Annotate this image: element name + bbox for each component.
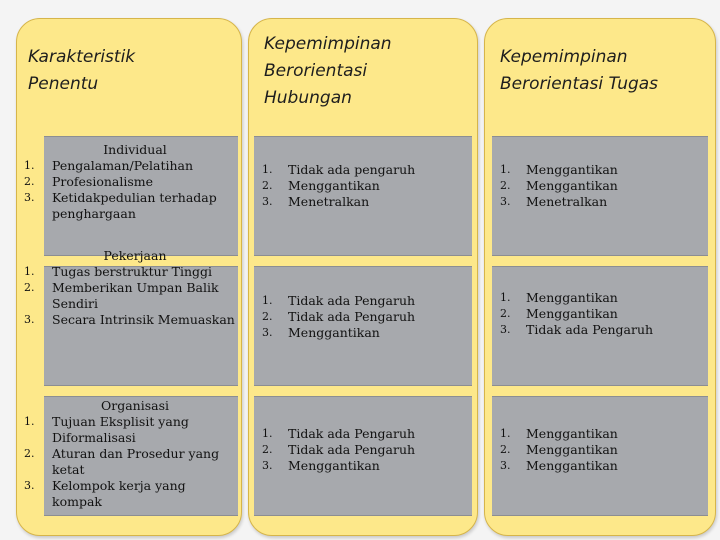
item-text: Tidak ada Pengaruh	[288, 293, 416, 308]
characteristic-title: Individual	[103, 142, 167, 157]
list-item	[24, 414, 236, 446]
list-item	[258, 293, 468, 309]
list-item	[258, 325, 468, 341]
item-text: Menggantikan	[526, 178, 618, 193]
list-item	[24, 190, 236, 222]
list-item	[258, 458, 468, 474]
item-text: Pengalaman/Pelatihan	[52, 158, 194, 173]
item-number: 1.	[262, 294, 273, 307]
item-number: 2.	[24, 447, 35, 460]
list-item	[24, 312, 236, 328]
item-text: Profesionalisme	[52, 174, 154, 189]
item-text: Ketidakpedulian terhadap penghargaan	[52, 190, 217, 221]
characteristic-title: Pekerjaan	[103, 248, 167, 263]
item-number: 1.	[500, 163, 511, 176]
item-text: Menetralkan	[288, 194, 370, 209]
item-number: 1.	[24, 265, 35, 278]
list-item	[496, 458, 706, 474]
task-cell	[496, 426, 706, 474]
item-number: 3.	[262, 326, 273, 339]
item-number: 1.	[500, 427, 511, 440]
list-item	[496, 194, 706, 210]
header-line: Kepemimpinan	[264, 33, 392, 54]
item-text: Memberikan Umpan Balik Sendiri	[52, 280, 219, 311]
item-number: 1.	[500, 291, 511, 304]
item-text: Aturan dan Prosedur yang ketat	[52, 446, 220, 477]
header-characteristics	[28, 8, 233, 134]
item-text: Menggantikan	[526, 290, 618, 305]
item-text: Menggantikan	[526, 426, 618, 441]
item-number: 1.	[262, 427, 273, 440]
item-number: 1.	[24, 415, 35, 428]
item-text: Tidak ada Pengaruh	[526, 322, 654, 337]
header-line: Kepemimpinan	[500, 47, 628, 67]
item-number: 1.	[24, 159, 35, 172]
item-text: Menggantikan	[288, 178, 380, 193]
list-item	[258, 194, 468, 210]
item-text: Menggantikan	[288, 458, 380, 473]
header-line: Hubungan	[264, 87, 352, 108]
item-number: 1.	[262, 163, 273, 176]
item-number: 3.	[262, 195, 273, 208]
list-item	[258, 309, 468, 325]
header-line: Karakteristik	[28, 47, 136, 67]
item-text: Secara Intrinsik Memuaskan	[52, 312, 235, 327]
list-item	[496, 306, 706, 322]
task-cell	[496, 162, 706, 210]
list-item	[496, 178, 706, 194]
item-number: 3.	[262, 459, 273, 472]
header-task-leadership	[500, 8, 710, 134]
item-text: Tidak ada Pengaruh	[288, 442, 416, 457]
item-number: 2.	[24, 175, 35, 188]
item-number: 2.	[262, 443, 273, 456]
list-item	[24, 264, 236, 280]
slide-frame	[6, 8, 714, 534]
task-cell	[496, 290, 706, 338]
item-number: 2.	[262, 310, 273, 323]
list-item	[258, 178, 468, 194]
item-text: Menggantikan	[526, 442, 618, 457]
item-text: Menggantikan	[526, 162, 618, 177]
item-text: Menggantikan	[526, 458, 618, 473]
item-number: 2.	[500, 307, 511, 320]
item-number: 3.	[500, 195, 511, 208]
item-text: Tujuan Eksplisit yang Diformalisasi	[52, 414, 189, 445]
list-item	[496, 290, 706, 306]
item-number: 3.	[24, 191, 35, 204]
list-item	[24, 446, 236, 478]
item-text: Menggantikan	[288, 325, 380, 340]
item-text: Tugas berstruktur Tinggi	[52, 264, 213, 279]
header-line: Berorientasi Tugas	[500, 74, 659, 94]
item-number: 3.	[500, 323, 511, 336]
item-text: Tidak ada Pengaruh	[288, 426, 416, 441]
list-item	[496, 322, 706, 338]
list-item	[496, 442, 706, 458]
item-text: Kelompok kerja yang kompak	[52, 478, 186, 509]
item-text: Tidak ada Pengaruh	[288, 309, 416, 324]
relationship-cell	[258, 162, 468, 210]
relationship-cell	[258, 293, 468, 341]
characteristic-title: Organisasi	[100, 398, 169, 413]
list-item	[496, 162, 706, 178]
list-item	[24, 158, 236, 174]
list-item	[258, 442, 468, 458]
item-number: 3.	[24, 313, 35, 326]
item-text: Tidak ada pengaruh	[288, 162, 416, 177]
characteristic-cell-individual	[24, 142, 236, 222]
relationship-cell	[258, 426, 468, 474]
list-item	[258, 426, 468, 442]
header-relationship-leadership	[264, 8, 469, 134]
list-item	[258, 162, 468, 178]
characteristic-cell-organization	[24, 398, 236, 510]
header-line: Berorientasi	[264, 60, 368, 81]
item-text: Menetralkan	[526, 194, 608, 209]
item-number: 2.	[24, 281, 35, 294]
item-number: 3.	[500, 459, 511, 472]
item-number: 2.	[500, 179, 511, 192]
list-item	[496, 426, 706, 442]
header-line: Penentu	[28, 74, 99, 94]
item-number: 3.	[24, 479, 35, 492]
item-text: Menggantikan	[526, 306, 618, 321]
list-item	[24, 174, 236, 190]
item-number: 2.	[500, 443, 511, 456]
list-item	[24, 478, 236, 510]
item-number: 2.	[262, 179, 273, 192]
characteristic-cell-job	[24, 248, 236, 328]
list-item	[24, 280, 236, 312]
